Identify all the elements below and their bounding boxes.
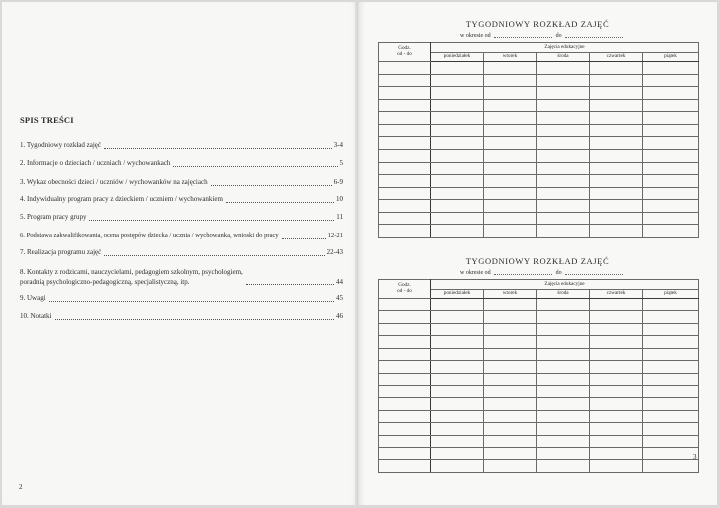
schedule-cell[interactable] (537, 87, 590, 100)
schedule-cell[interactable] (537, 423, 590, 435)
hours-cell[interactable] (379, 162, 431, 175)
schedule-cell[interactable] (590, 410, 643, 422)
schedule-cell[interactable] (431, 162, 484, 175)
period-to-field[interactable] (565, 273, 623, 275)
schedule-cell[interactable] (643, 212, 699, 225)
hours-cell[interactable] (379, 137, 431, 150)
toc-entry-text-line: 8. Kontakty z rodzicami, nauczycielami, pedagogiem szkolnym, psychologiem, (20, 268, 243, 276)
toc-dot-leader (282, 237, 326, 239)
schedule-cell[interactable] (431, 435, 484, 447)
schedule-row (379, 212, 699, 225)
schedule-cell[interactable] (643, 200, 699, 213)
day-header: środa (537, 53, 590, 62)
schedule-cell[interactable] (590, 398, 643, 410)
schedule-cell[interactable] (484, 323, 537, 335)
toc-entry-page: 10 (336, 195, 343, 203)
schedule-cell[interactable] (431, 137, 484, 150)
schedule-cell[interactable] (537, 460, 590, 473)
schedule-cell[interactable] (537, 200, 590, 213)
period-from-label: w okresie od (460, 33, 491, 39)
education-group-header: Zajęcia edukacyjne (431, 280, 699, 290)
schedule-cell[interactable] (590, 348, 643, 360)
schedule-row (379, 137, 699, 150)
schedule-cell[interactable] (643, 299, 699, 311)
toc-entry-text: 9. Uwagi (20, 294, 46, 302)
day-header: wtorek (484, 290, 537, 299)
toc-dot-leader (246, 283, 334, 285)
schedule-cell[interactable] (431, 423, 484, 435)
schedule-cell[interactable] (484, 348, 537, 360)
schedule-cell[interactable] (537, 212, 590, 225)
schedule-row (379, 225, 699, 238)
schedule-cell[interactable] (590, 99, 643, 112)
schedule-cell[interactable] (537, 373, 590, 385)
schedule-row (379, 187, 699, 200)
toc-entry-text: 1. Tygodniowy rozkład zajęć (20, 141, 102, 149)
schedule-cell[interactable] (431, 410, 484, 422)
schedule-title: TYGODNIOWY ROZKŁAD ZAJĘĆ (465, 19, 610, 29)
schedule-cell[interactable] (643, 175, 699, 188)
schedule-cell[interactable] (537, 149, 590, 162)
schedule-cell[interactable] (643, 385, 699, 397)
schedule-cell[interactable] (537, 175, 590, 188)
schedule-cell[interactable] (484, 435, 537, 447)
left-page (2, 2, 358, 505)
toc-entry-page: 46 (336, 312, 343, 320)
schedule-row (379, 336, 699, 348)
schedule-row (379, 373, 699, 385)
day-header: poniedziałek (431, 290, 484, 299)
schedule-cell[interactable] (484, 162, 537, 175)
schedule-row (379, 87, 699, 100)
schedule-cell[interactable] (590, 435, 643, 447)
schedule-cell[interactable] (590, 299, 643, 311)
schedule-row (379, 175, 699, 188)
schedule-cell[interactable] (484, 423, 537, 435)
toc-entry-text: 3. Wykaz obecności dzieci / uczniów / wychowanków na zajęciach (20, 178, 208, 186)
hours-cell[interactable] (379, 311, 431, 323)
schedule-cell[interactable] (484, 448, 537, 460)
schedule-cell[interactable] (590, 323, 643, 335)
toc-entry[interactable] (20, 159, 343, 169)
schedule-cell[interactable] (643, 423, 699, 435)
schedule-row (379, 74, 699, 87)
schedule-cell[interactable] (590, 460, 643, 473)
schedule-cell[interactable] (643, 62, 699, 75)
toc-entry-page: 3-4 (333, 141, 343, 149)
toc-dot-leader (104, 147, 332, 149)
schedule-cell[interactable] (590, 336, 643, 348)
schedule-cell[interactable] (643, 348, 699, 360)
toc-entry[interactable] (20, 268, 343, 287)
schedule-cell[interactable] (484, 398, 537, 410)
schedule-cell[interactable] (537, 225, 590, 238)
schedule-cell[interactable] (431, 149, 484, 162)
toc-dot-leader (173, 165, 337, 167)
schedule-cell[interactable] (537, 74, 590, 87)
toc-entry[interactable] (20, 312, 343, 322)
schedule-cell[interactable] (484, 299, 537, 311)
toc-entry-page: 22-43 (326, 248, 343, 256)
schedule-cell[interactable] (537, 361, 590, 373)
schedule-row (379, 162, 699, 175)
schedule-cell[interactable] (643, 435, 699, 447)
schedule-table (378, 279, 699, 473)
hours-cell[interactable] (379, 423, 431, 435)
schedule-cell[interactable] (484, 137, 537, 150)
schedule-cell[interactable] (484, 149, 537, 162)
schedule-cell[interactable] (431, 398, 484, 410)
schedule-cell[interactable] (537, 448, 590, 460)
right-page (358, 2, 717, 505)
schedule-row (379, 410, 699, 422)
schedule-cell[interactable] (484, 410, 537, 422)
hours-cell[interactable] (379, 74, 431, 87)
day-header: piątek (643, 290, 699, 299)
day-header: piątek (643, 53, 699, 62)
schedule-row (379, 423, 699, 435)
schedule-cell[interactable] (484, 311, 537, 323)
schedule-cell[interactable] (537, 311, 590, 323)
schedule-cell[interactable] (590, 74, 643, 87)
schedule-cell[interactable] (537, 99, 590, 112)
schedule-cell[interactable] (537, 137, 590, 150)
toc-entry[interactable] (20, 231, 343, 241)
schedule-row (379, 62, 699, 75)
schedule-cell[interactable] (431, 361, 484, 373)
schedule-cell[interactable] (590, 385, 643, 397)
schedule-cell[interactable] (590, 311, 643, 323)
schedule-cell[interactable] (643, 336, 699, 348)
hours-cell[interactable] (379, 448, 431, 460)
hours-cell[interactable] (379, 385, 431, 397)
schedule-cell[interactable] (590, 124, 643, 137)
period-from-label: w okresie od (460, 270, 491, 276)
schedule-cell[interactable] (484, 336, 537, 348)
toc-entry-text: 10. Notatki (20, 312, 52, 320)
schedule-cell[interactable] (590, 200, 643, 213)
schedule-cell[interactable] (643, 87, 699, 100)
schedule-cell[interactable] (643, 187, 699, 200)
hours-cell[interactable] (379, 361, 431, 373)
schedule-row (379, 99, 699, 112)
hours-cell[interactable] (379, 124, 431, 137)
hours-cell[interactable] (379, 62, 431, 75)
toc-dot-leader (55, 318, 335, 320)
schedule-row (379, 124, 699, 137)
toc-entry[interactable] (20, 141, 343, 151)
schedule-cell[interactable] (431, 336, 484, 348)
schedule-cell[interactable] (537, 348, 590, 360)
schedule-row (379, 112, 699, 125)
schedule-cell[interactable] (431, 460, 484, 473)
toc-entry-text: 6. Podstawa zakwalifikowania, ocena postępów dziecka / ucznia / wychowanka, wnioski do pracy (20, 232, 279, 239)
hours-header (379, 280, 431, 299)
schedule-cell[interactable] (590, 137, 643, 150)
schedule-cell[interactable] (590, 373, 643, 385)
schedule-cell[interactable] (643, 137, 699, 150)
day-header: czwartek (590, 290, 643, 299)
schedule-cell[interactable] (431, 311, 484, 323)
toc-entry-page: 11 (336, 213, 343, 221)
schedule-cell[interactable] (590, 212, 643, 225)
toc-entry[interactable] (20, 213, 343, 223)
schedule-row (379, 361, 699, 373)
hours-cell[interactable] (379, 435, 431, 447)
schedule-row (379, 398, 699, 410)
schedule-cell[interactable] (590, 149, 643, 162)
schedule-cell[interactable] (484, 112, 537, 125)
period-to-label: do (555, 270, 562, 276)
schedule-cell[interactable] (643, 398, 699, 410)
schedule-row (379, 460, 699, 473)
schedule-cell[interactable] (643, 112, 699, 125)
period-to-field[interactable] (565, 36, 623, 38)
schedule-cell[interactable] (484, 62, 537, 75)
hours-header-line: Godz. (398, 45, 411, 52)
education-group-header: Zajęcia edukacyjne (431, 43, 699, 53)
schedule-cell[interactable] (484, 200, 537, 213)
hours-cell[interactable] (379, 200, 431, 213)
schedule-cell[interactable] (431, 200, 484, 213)
schedule-cell[interactable] (484, 225, 537, 238)
toc-entry-page: 12-21 (327, 232, 343, 239)
schedule-cell[interactable] (484, 99, 537, 112)
schedule-cell[interactable] (537, 124, 590, 137)
hours-cell[interactable] (379, 323, 431, 335)
schedule-cell[interactable] (590, 225, 643, 238)
toc-dot-leader (104, 254, 324, 256)
schedule-row (379, 385, 699, 397)
schedule-row (379, 448, 699, 460)
hours-cell[interactable] (379, 87, 431, 100)
day-header: wtorek (484, 53, 537, 62)
schedule-cell[interactable] (484, 187, 537, 200)
schedule-cell[interactable] (431, 62, 484, 75)
schedule-cell[interactable] (643, 225, 699, 238)
schedule-cell[interactable] (484, 74, 537, 87)
schedule-cell[interactable] (431, 448, 484, 460)
period-from-field[interactable] (494, 36, 552, 38)
schedule-cell[interactable] (431, 99, 484, 112)
schedule-cell[interactable] (431, 225, 484, 238)
toc-entry-text: 5. Program pracy grupy (20, 213, 87, 221)
schedule-cell[interactable] (431, 348, 484, 360)
period-to-label: do (555, 33, 562, 39)
schedule-cell[interactable] (643, 323, 699, 335)
schedule-title: TYGODNIOWY ROZKŁAD ZAJĘĆ (465, 256, 610, 266)
toc-entry[interactable] (20, 248, 343, 258)
date-range-line (460, 33, 627, 39)
schedule-cell[interactable] (537, 162, 590, 175)
schedule-cell[interactable] (590, 87, 643, 100)
schedule-cell[interactable] (590, 162, 643, 175)
schedule-cell[interactable] (537, 112, 590, 125)
schedule-cell[interactable] (431, 74, 484, 87)
schedule-cell[interactable] (590, 112, 643, 125)
schedule-cell[interactable] (431, 175, 484, 188)
schedule-cell[interactable] (484, 385, 537, 397)
schedule-cell[interactable] (537, 398, 590, 410)
schedule-cell[interactable] (537, 187, 590, 200)
schedule-cell[interactable] (484, 460, 537, 473)
schedule-cell[interactable] (431, 373, 484, 385)
schedule-cell[interactable] (484, 175, 537, 188)
schedule-cell[interactable] (537, 336, 590, 348)
schedule-cell[interactable] (484, 87, 537, 100)
schedule-cell[interactable] (590, 423, 643, 435)
schedule-cell[interactable] (643, 410, 699, 422)
schedule-row (379, 348, 699, 360)
day-header: środa (537, 290, 590, 299)
schedule-cell[interactable] (431, 212, 484, 225)
schedule-cell[interactable] (590, 62, 643, 75)
hours-cell[interactable] (379, 112, 431, 125)
schedule-row (379, 311, 699, 323)
schedule-cell[interactable] (431, 323, 484, 335)
toc-dot-leader (49, 300, 334, 302)
toc-entry-text (20, 268, 243, 287)
toc-entry-text: 2. Informacje o dzieciach / uczniach / wychowankach (20, 159, 171, 167)
toc-entry[interactable] (20, 195, 343, 205)
hours-cell[interactable] (379, 187, 431, 200)
schedule-row (379, 323, 699, 335)
schedule-cell[interactable] (537, 323, 590, 335)
schedule-cell[interactable] (643, 460, 699, 473)
page-number: 2 (19, 483, 23, 491)
schedule-cell[interactable] (484, 212, 537, 225)
toc-entry-page: 44 (336, 277, 343, 286)
schedule-cell[interactable] (643, 74, 699, 87)
toc-dot-leader (89, 219, 334, 221)
hours-header-line: od - do (397, 51, 412, 57)
schedule-cell[interactable] (484, 361, 537, 373)
schedule-cell[interactable] (590, 187, 643, 200)
schedule-cell[interactable] (537, 299, 590, 311)
hours-header-line: od - do (397, 288, 412, 294)
hours-header (379, 43, 431, 62)
schedule-cell[interactable] (643, 124, 699, 137)
toc-title: SPIS TREŚCI (20, 115, 74, 125)
schedule-cell[interactable] (643, 149, 699, 162)
date-range-line (460, 270, 627, 276)
hours-cell[interactable] (379, 212, 431, 225)
hours-cell[interactable] (379, 99, 431, 112)
hours-cell[interactable] (379, 299, 431, 311)
toc-entry[interactable] (20, 178, 343, 188)
schedule-cell[interactable] (537, 435, 590, 447)
period-from-field[interactable] (494, 273, 552, 275)
hours-cell[interactable] (379, 410, 431, 422)
hours-cell[interactable] (379, 398, 431, 410)
schedule-cell[interactable] (431, 124, 484, 137)
hours-cell[interactable] (379, 149, 431, 162)
toc-entry-page: 6-9 (333, 178, 343, 186)
toc-dot-leader (211, 184, 332, 186)
schedule-row (379, 435, 699, 447)
schedule-cell[interactable] (590, 175, 643, 188)
schedule-cell[interactable] (643, 448, 699, 460)
schedule-row (379, 200, 699, 213)
hours-cell[interactable] (379, 175, 431, 188)
schedule-cell[interactable] (643, 373, 699, 385)
hours-cell[interactable] (379, 348, 431, 360)
schedule-row (379, 149, 699, 162)
page-number: 3 (693, 453, 697, 461)
hours-cell[interactable] (379, 373, 431, 385)
toc-entry-page: 45 (336, 294, 343, 302)
schedule-cell[interactable] (431, 112, 484, 125)
schedule-cell[interactable] (431, 385, 484, 397)
schedule-cell[interactable] (537, 385, 590, 397)
toc-entry[interactable] (20, 294, 343, 304)
schedule-cell[interactable] (643, 361, 699, 373)
hours-cell[interactable] (379, 225, 431, 238)
toc-entry-text: 7. Realizacja programu zajęć (20, 248, 102, 256)
schedule-cell[interactable] (537, 410, 590, 422)
schedule-cell[interactable] (537, 62, 590, 75)
toc-entry-text: 4. Indywidualny program pracy z dzieckiem / uczniem / wychowankiem (20, 195, 223, 203)
schedule-cell[interactable] (590, 361, 643, 373)
schedule-cell[interactable] (643, 99, 699, 112)
schedule-cell[interactable] (431, 299, 484, 311)
hours-cell[interactable] (379, 460, 431, 473)
schedule-cell[interactable] (484, 373, 537, 385)
toc-entry-page: 5 (339, 159, 343, 167)
schedule-cell[interactable] (643, 311, 699, 323)
hours-header-line: Godz. (398, 282, 411, 289)
schedule-cell[interactable] (590, 448, 643, 460)
toc-dot-leader (226, 201, 334, 203)
schedule-cell[interactable] (431, 187, 484, 200)
day-header: czwartek (590, 53, 643, 62)
schedule-cell[interactable] (484, 124, 537, 137)
schedule-cell[interactable] (643, 162, 699, 175)
schedule-row (379, 299, 699, 311)
day-header: poniedziałek (431, 53, 484, 62)
schedule-table (378, 42, 699, 238)
schedule-cell[interactable] (431, 87, 484, 100)
toc-entry-text-line: poradnią psychologiczno-pedagogiczną, specjalistyczną, itp. (20, 277, 190, 286)
hours-cell[interactable] (379, 336, 431, 348)
